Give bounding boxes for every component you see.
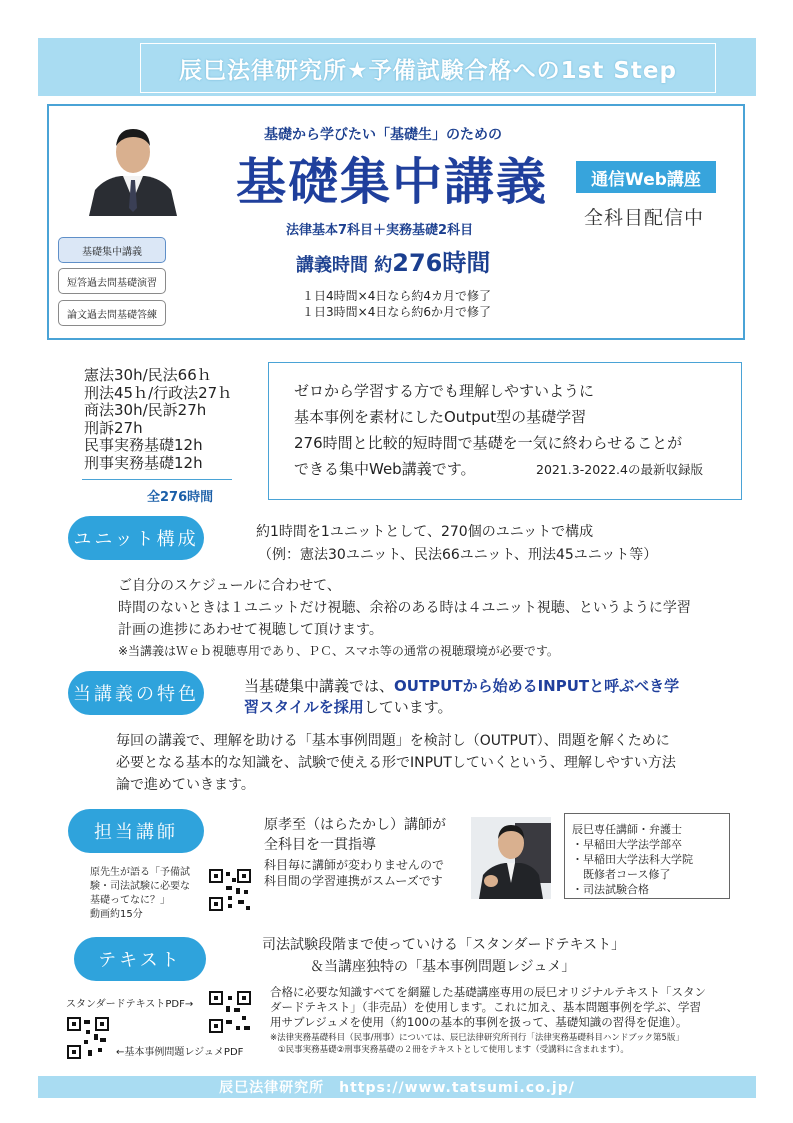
edition-note: 2021.3-2022.4の最新収録版 <box>536 462 703 477</box>
standard-text-qr-code-icon[interactable] <box>208 990 252 1034</box>
unit-body-1: ご自分のスケジュールに合わせて、 <box>118 578 341 594</box>
description-line: 基本事例を素材にしたOutput型の基礎学習 <box>294 408 587 426</box>
lecture-hours <box>296 243 490 278</box>
hours-list <box>84 367 232 472</box>
lecturer-note-2: 科目間の学習連携がスムーズです <box>264 874 443 888</box>
video-caption-line: 原先生が語る「予備試 <box>90 867 190 878</box>
side-nav-item-tanto[interactable]: 短答過去問基礎演習 <box>58 268 166 294</box>
side-nav-item-kiso[interactable]: 基礎集中講義 <box>58 237 166 263</box>
feature-body-3: 論で進めていきます。 <box>116 777 255 793</box>
text-head-2: ＆当講座独特の「基本事例問題レジュメ」 <box>310 959 576 975</box>
feature-text: 当基礎集中講義では、 <box>244 677 395 695</box>
section-label-unit: ユニット構成 <box>68 516 204 560</box>
unit-body-2: 時間のないときは１ユニットだけ視聴、余裕のある時は４ユニット視聴、というように学習 <box>118 600 691 616</box>
feature-body-1: 毎回の講義で、理解を助ける「基本事例問題」を検討し（OUTPUT）、問題を解くために <box>116 733 670 749</box>
section-label-feature: 当講義の特色 <box>68 671 204 715</box>
lecturer-note-1: 科目毎に講師が変わりませんので <box>264 858 445 872</box>
pdf-standard-label: スタンダードテキストPDF→ <box>66 999 194 1010</box>
pdf-resume-label: ←基本事例問題レジュメPDF <box>116 1047 244 1058</box>
text-note <box>270 1032 684 1056</box>
web-course-badge: 通信Web講座 <box>576 161 716 193</box>
hours-prefix: 講義時間 約 <box>296 255 393 276</box>
lecturer-name: 原孝至（はらたかし）講師が <box>264 817 446 833</box>
video-caption-line: 験・司法試験に必要な <box>90 881 190 892</box>
subjects-text: 法律基本7科目＋実務基礎2科目 <box>286 223 474 238</box>
section-label-text: テキスト <box>74 937 206 981</box>
plan-line-1: １日4時間×4日なら約4カ月で修了 <box>302 289 491 303</box>
video-qr-code-icon[interactable] <box>208 868 252 912</box>
text-body-line: 合格に必要な知識すべてを網羅した基礎講座専用の辰巳オリジナルテキスト「スタン <box>270 985 706 999</box>
lecturer-teaching-photo <box>471 817 551 899</box>
feature-highlight: OUTPUTから始めるINPUTと呼ぶべき学 <box>394 677 680 695</box>
plan-line-2: １日3時間×4日なら約6か月で修了 <box>302 305 491 319</box>
unit-line-2: （例：憲法30ユニット、民法66ユニット、刑法45ユニット等） <box>258 547 658 563</box>
feature-body-2: 必要となる基本的な知識を、試験で使える形でINPUTしていくという、理解しやすい方法 <box>116 755 676 771</box>
description-line: できる集中Web講義です。 <box>294 460 476 478</box>
feature-highlight: 習スタイルを採用 <box>244 698 364 716</box>
text-note-line: ①民事実務基礎②刑事実務基礎の２冊をテキストとして使用します（受講料に含まれます）。 <box>278 1045 629 1055</box>
hero-title: 基礎集中講義 <box>236 153 548 211</box>
bio-line: 既修者コース修了 <box>572 868 671 881</box>
lecturer-sub: 全科目を一貫指導 <box>264 837 376 853</box>
description-line: 276時間と比較的短時間で基礎を一気に終わらせることが <box>294 434 683 452</box>
unit-line-1: 約1時間を1ユニットとして、270個のユニットで構成 <box>256 524 594 540</box>
description-line: ゼロから学習する方でも理解しやすいように <box>294 382 595 400</box>
text-note-line: ※法律実務基礎科目（民事/刑事）については、辰巳法律研究所刊行「法律実務基礎科目ハンドブック第5版」 <box>270 1033 684 1043</box>
hours-item: 刑事実務基礎12h <box>84 453 203 472</box>
all-subjects-text: 全科目配信中 <box>584 207 705 229</box>
hours-item: 刑法45ｈ/行政法27ｈ <box>84 383 233 402</box>
side-nav-item-ronbun[interactable]: 論文過去問基礎答練 <box>58 300 166 326</box>
study-plan <box>302 288 491 320</box>
hours-item: 民事実務基礎12h <box>84 436 203 454</box>
bio-line: ・司法試験合格 <box>572 883 649 896</box>
top-banner <box>38 38 756 96</box>
feature-lead <box>244 676 724 718</box>
divider <box>82 479 232 480</box>
resume-qr-code-icon[interactable] <box>66 1016 110 1060</box>
bio-line: ・早稲田大学法学部卒 <box>572 838 682 851</box>
unit-note: ※当講義はＷｅｂ視聴専用であり、ＰＣ、スマホ等の通常の視聴環境が必要です。 <box>118 644 559 658</box>
text-body-line: ダードテキスト」（非売品）を使用します。これに加え、基本問題事例を学ぶ、学習 <box>270 1000 702 1014</box>
text-head-1: 司法試験段階まで使っていける「スタンダードテキスト」 <box>262 937 626 953</box>
unit-body-3: 計画の進捗にあわせて視聴して頂けます。 <box>118 622 383 638</box>
hero-subtitle: 基礎から学びたい「基礎生」のための <box>264 127 502 143</box>
lecturer-photo <box>85 120 181 216</box>
hours-total: 全276時間 <box>147 490 214 505</box>
text-body <box>270 985 706 1030</box>
text-body-line: 用サブレジュメを使用（約100の基本的事例を扱って、基礎知識の習得を促進）。 <box>270 1015 688 1029</box>
footer <box>38 1076 756 1098</box>
video-caption <box>90 866 190 922</box>
video-caption-line: 動画約15分 <box>90 909 143 920</box>
video-caption-line: 基礎ってなに？」 <box>90 895 170 906</box>
footer-text[interactable]: 辰巳法律研究所 https://www.tatsumi.co.jp/ <box>219 1080 575 1096</box>
bio-line: ・早稲田大学法科大学院 <box>572 853 693 866</box>
bio-line: 辰巳専任講師・弁護士 <box>572 823 682 836</box>
hours-value: 276時間 <box>392 249 491 277</box>
hours-item: 憲法30h/民法66ｈ <box>84 366 212 384</box>
section-label-lecturer: 担当講師 <box>68 809 204 853</box>
banner-title: 辰巳法律研究所★予備試験合格への1st Step <box>140 43 716 93</box>
hours-item: 刑訴27h <box>84 418 143 437</box>
hours-item: 商法30h/民訴27h <box>84 401 207 419</box>
lecturer-bio <box>572 822 693 897</box>
feature-text: しています。 <box>363 698 453 716</box>
